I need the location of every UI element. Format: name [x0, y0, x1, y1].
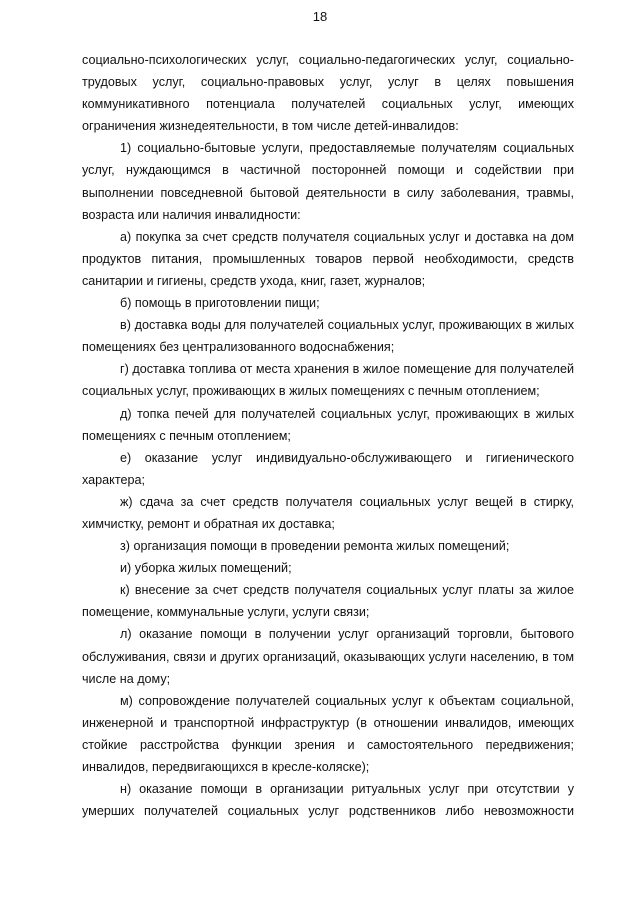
paragraph-subitem-k: к) внесение за счет средств получателя социальных услуг платы за жилое помещение, коммунальные услуги, услуги связи; [82, 583, 574, 620]
paragraph-subitem-m: м) сопровождение получателей социальных услуг к объектам социальной, инженерной и транспортной инфраструктур (в отношении инвалидов, имеющих стойкие расстройства функции зрения и самостоятельного передвижения; инвалидов, передвигающихся в кресле-коляске); [82, 693, 574, 774]
paragraph-subitem-n: н) оказание помощи в организации ритуальных услуг при отсутствии у умерших получателей социальных услуг родственников либо невозможности [82, 782, 574, 819]
paragraph-subitem-a: а) покупка за счет средств получателя социальных услуг и доставка на дом продуктов питания, промышленных товаров первой необходимости, средств санитарии и гигиены, средств ухода, книг, газет, журналов; [82, 229, 574, 288]
paragraph-intro-continuation: социально-психологических услуг, социально-педагогических услуг, социально-трудовых услуг, социально-правовых услуг, услуг в целях повышения коммуникативного потенциала получателей социальных услуг, имеющих ограничения жизнедеятельности, в том числе детей-инвалидов: [82, 53, 574, 134]
paragraph-subitem-i: и) уборка жилых помещений; [120, 561, 292, 576]
paragraph-subitem-l: л) оказание помощи в получении услуг организаций торговли, бытового обслуживания, связи и других организаций, оказывающих услуги населению, в том числе на дому; [82, 627, 574, 686]
paragraph-subitem-e: е) оказание услуг индивидуально-обслуживающего и гигиенического характера; [82, 450, 574, 487]
paragraph-subitem-b: б) помощь в приготовлении пищи; [120, 296, 320, 311]
paragraph-subitem-g: г) доставка топлива от места хранения в жилое помещение для получателей социальных услуг, проживающих в жилых помещениях с печным отоплением; [82, 362, 574, 399]
paragraph-subitem-v: в) доставка воды для получателей социальных услуг, проживающих в жилых помещениях без централизованного водоснабжения; [82, 318, 574, 355]
paragraph-item-1-social-household-services: 1) социально-бытовые услуги, предоставляемые получателям социальных услуг, нуждающимся в частичной посторонней помощи и содействии при выполнении повседневной бытовой деятельности в силу заболевания, травмы, возраста или наличия инвалидности: [82, 141, 574, 222]
paragraph-subitem-d: д) топка печей для получателей социальных услуг, проживающих в жилых помещениях с печным отоплением; [82, 406, 574, 443]
paragraph-subitem-z: з) организация помощи в проведении ремонта жилых помещений; [120, 539, 510, 554]
paragraph-subitem-zh: ж) сдача за счет средств получателя социальных услуг вещей в стирку, химчистку, ремонт и обратная их доставка; [82, 494, 574, 531]
document-body [82, 49, 574, 822]
page-number: 18 [312, 9, 328, 24]
